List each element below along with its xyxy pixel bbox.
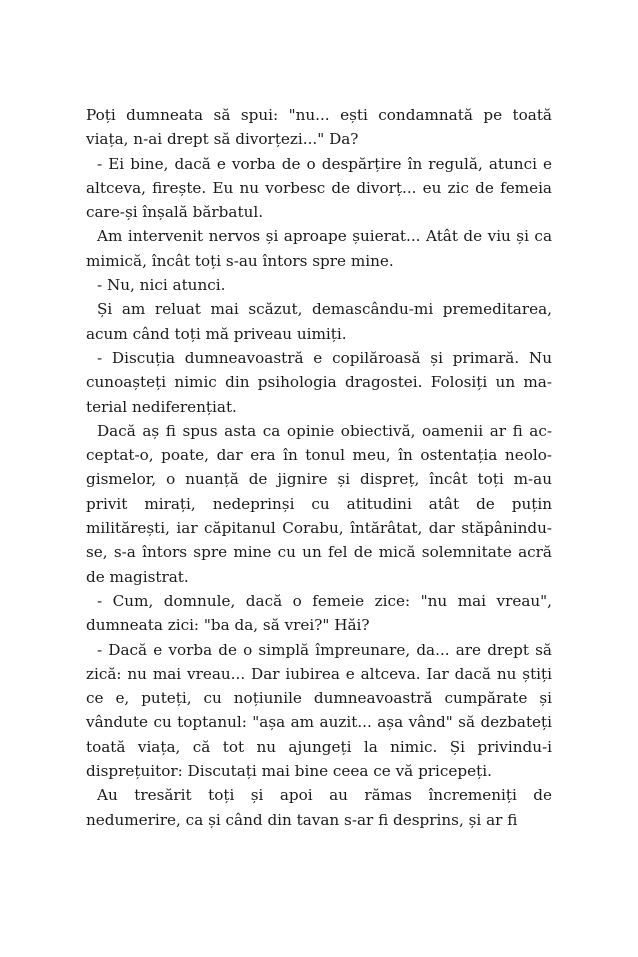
paragraph-1: Poți dumneata să spui: "nu... ești condamnată pe toată viața, n-ai drept să divorțezi..." Da?	[86, 106, 552, 149]
paragraph-5: Și am reluat mai scăzut, demascându-mi premeditarea, acum când toți mă priveau uimiți.	[86, 300, 552, 343]
paragraph-2: - Ei bine, dacă e vorba de o despărțire în regulă, atunci e altceva, firește. Eu nu vorbesc de divorț... eu zic de femeia care-și înșală bărbatul.	[86, 154, 552, 222]
paragraph-10: Au tresărit toți și apoi au rămas încremeniți de nedumerire, ca și când din tavan s-ar fi desprins, și ar fi	[86, 786, 552, 829]
paragraph-6: - Discuția dumneavoastră e copilăroasă și primară. Nu cunoașteți nimic din psihologia dragostei. Folosiți un material nediferențiat.	[86, 348, 552, 416]
paragraph-3: Am intervenit nervos și aproape șuierat... Atât de viu și ca mimică, încât toți s-au întors spre mine.	[86, 227, 552, 270]
paragraph-8: - Cum, domnule, dacă o femeie zice: "nu mai vreau", dumneata zici: "ba da, să vrei?" Hăi?	[86, 591, 552, 635]
paragraph-9: - Dacă e vorba de o simplă împreunare, da... are drept să zică: nu mai vreau... Dar iubirea e altceva. Iar dacă nu știți ce e, puteți, cu noțiunile dumneavoastră cumpărate și vândute cu toptanul: "așa am auzit... așa vând" să dezbateți toată viața, că tot nu ajungeți la nimic. Și privindu-i disprețuitor: Discutați mai bine ceea ce vă pricepeți.	[86, 640, 552, 781]
paragraph-4: - Nu, nici atunci.	[97, 276, 226, 295]
paragraph-7: Dacă aș fi spus asta ca opinie obiectivă, oamenii ar fi acceptat-o, poate, dar era în tonul meu, în ostentația neologismelor, o nuanță de jignire și dispreț, încât toți m-au privit mirați, nedeprinși cu atitudini atât de puțin militărești, iar căpitanul Corabu, întărâtat, dar stăpânindu-se, s-a întors spre mine cu un fel de mică solemnitate acră de magistrat.	[86, 421, 552, 586]
book-page	[86, 103, 552, 832]
